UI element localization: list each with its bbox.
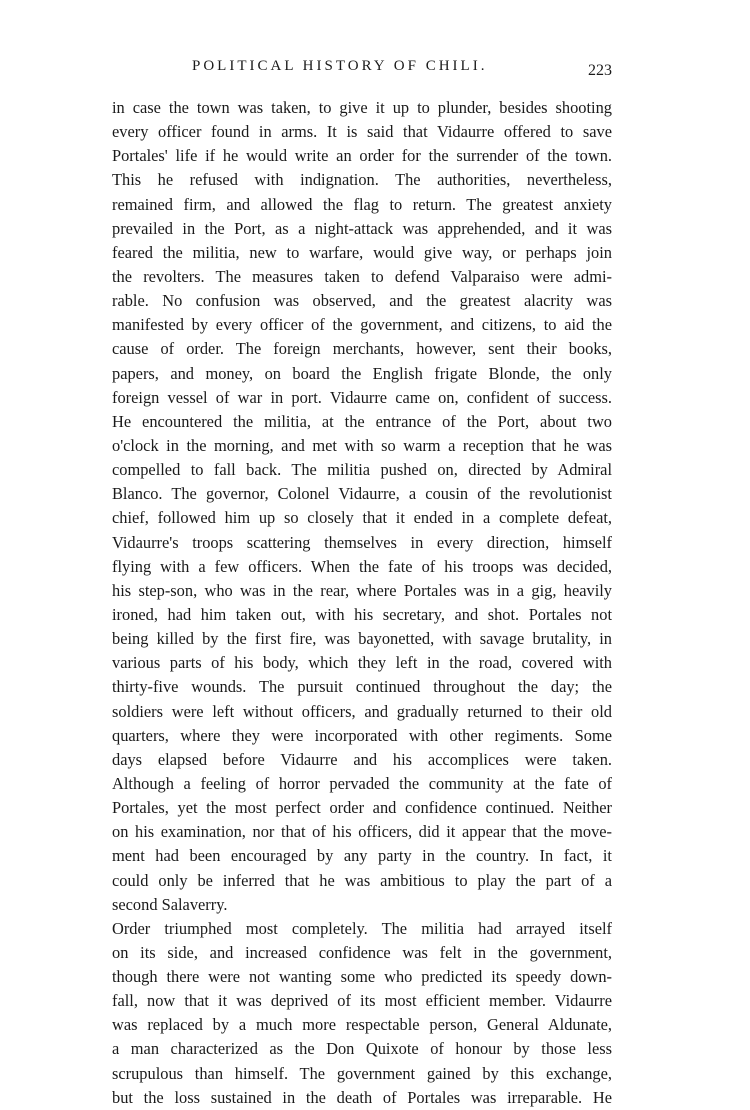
running-title: POLITICAL HISTORY OF CHILI.	[192, 58, 488, 74]
text-line: manifested by every officer of the government, and citizens, to aid the	[112, 315, 612, 335]
body-text	[112, 96, 612, 1110]
text-line: could only be inferred that he was ambitious to play the part of a	[112, 870, 612, 890]
text-line: o'clock in the morning, and met with so warm a reception that he was	[112, 435, 612, 455]
text-line: soldiers were left without officers, and gradually returned to their old	[112, 701, 612, 721]
paragraph-1	[112, 96, 612, 917]
text-line: fall, now that it was deprived of its most efficient member. Vidaurre	[112, 991, 612, 1011]
text-line: flying with a few officers. When the fate of his troops was decided,	[112, 556, 612, 576]
text-line: a man characterized as the Don Quixote of honour by those less	[112, 1039, 612, 1059]
text-line: on his examination, nor that of his officers, did it appear that the move-	[112, 822, 612, 842]
text-line: Although a feeling of horror pervaded the community at the fate of	[112, 773, 612, 793]
text-line: the revolters. The measures taken to defend Valparaiso were admi-	[112, 266, 612, 286]
text-line: Portales' life if he would write an order for the surrender of the town.	[112, 146, 612, 166]
text-line: various parts of his body, which they left in the road, covered with	[112, 653, 612, 673]
text-line: second Salaverry.	[112, 894, 228, 914]
text-line: remained firm, and allowed the flag to return. The greatest anxiety	[112, 194, 612, 214]
text-line: Blanco. The governor, Colonel Vidaurre, a cousin of the revolutionist	[112, 484, 612, 504]
page-number: 223	[588, 62, 612, 79]
text-line: though there were not wanting some who predicted its speedy down-	[112, 967, 612, 987]
text-line: in case the town was taken, to give it up to plunder, besides shooting	[112, 98, 612, 117]
text-line: Portales, yet the most perfect order and confidence continued. Neither	[112, 798, 612, 818]
text-line: ment had been encouraged by any party in the country. In fact, it	[112, 846, 612, 866]
text-line: thirty-five wounds. The pursuit continued throughout the day; the	[112, 677, 612, 697]
text-line: foreign vessel of war in port. Vidaurre came on, confident of success.	[112, 387, 612, 407]
text-line: scrupulous than himself. The government gained by this exchange,	[112, 1063, 612, 1083]
text-line: This he refused with indignation. The authorities, nevertheless,	[112, 170, 612, 190]
text-line: cause of order. The foreign merchants, however, sent their books,	[112, 339, 612, 359]
text-line: on its side, and increased confidence was felt in the government,	[112, 942, 612, 962]
text-line: prevailed in the Port, as a night-attack was apprehended, and it was	[112, 218, 612, 238]
text-line: feared the militia, new to warfare, would give way, or perhaps join	[112, 242, 612, 262]
text-line: was replaced by a much more respectable person, General Aldunate,	[112, 1015, 612, 1035]
text-line: Vidaurre's troops scattering themselves in every direction, himself	[112, 532, 612, 552]
running-header	[112, 58, 612, 82]
text-line: papers, and money, on board the English frigate Blonde, the only	[112, 363, 612, 383]
text-line: being killed by the first fire, was bayonetted, with savage brutality, in	[112, 629, 612, 649]
text-line: chief, followed him up so closely that it ended in a complete defeat,	[112, 508, 612, 528]
paragraph-2	[112, 917, 612, 1110]
text-line: his step-son, who was in the rear, where Portales was in a gig, heavily	[112, 580, 612, 600]
text-line: He encountered the militia, at the entrance of the Port, about two	[112, 411, 612, 431]
text-line: Order triumphed most completely. The militia had arrayed itself	[112, 918, 612, 938]
text-line: but the loss sustained in the death of Portales was irreparable. He	[112, 1087, 612, 1107]
text-line: every officer found in arms. It is said that Vidaurre offered to save	[112, 122, 612, 142]
text-line: ironed, had him taken out, with his secretary, and shot. Portales not	[112, 604, 612, 624]
text-line: days elapsed before Vidaurre and his accomplices were taken.	[112, 749, 612, 769]
text-line: rable. No confusion was observed, and the greatest alacrity was	[112, 291, 612, 311]
text-line: quarters, where they were incorporated with other regiments. Some	[112, 725, 612, 745]
text-line: compelled to fall back. The militia pushed on, directed by Admiral	[112, 460, 612, 480]
